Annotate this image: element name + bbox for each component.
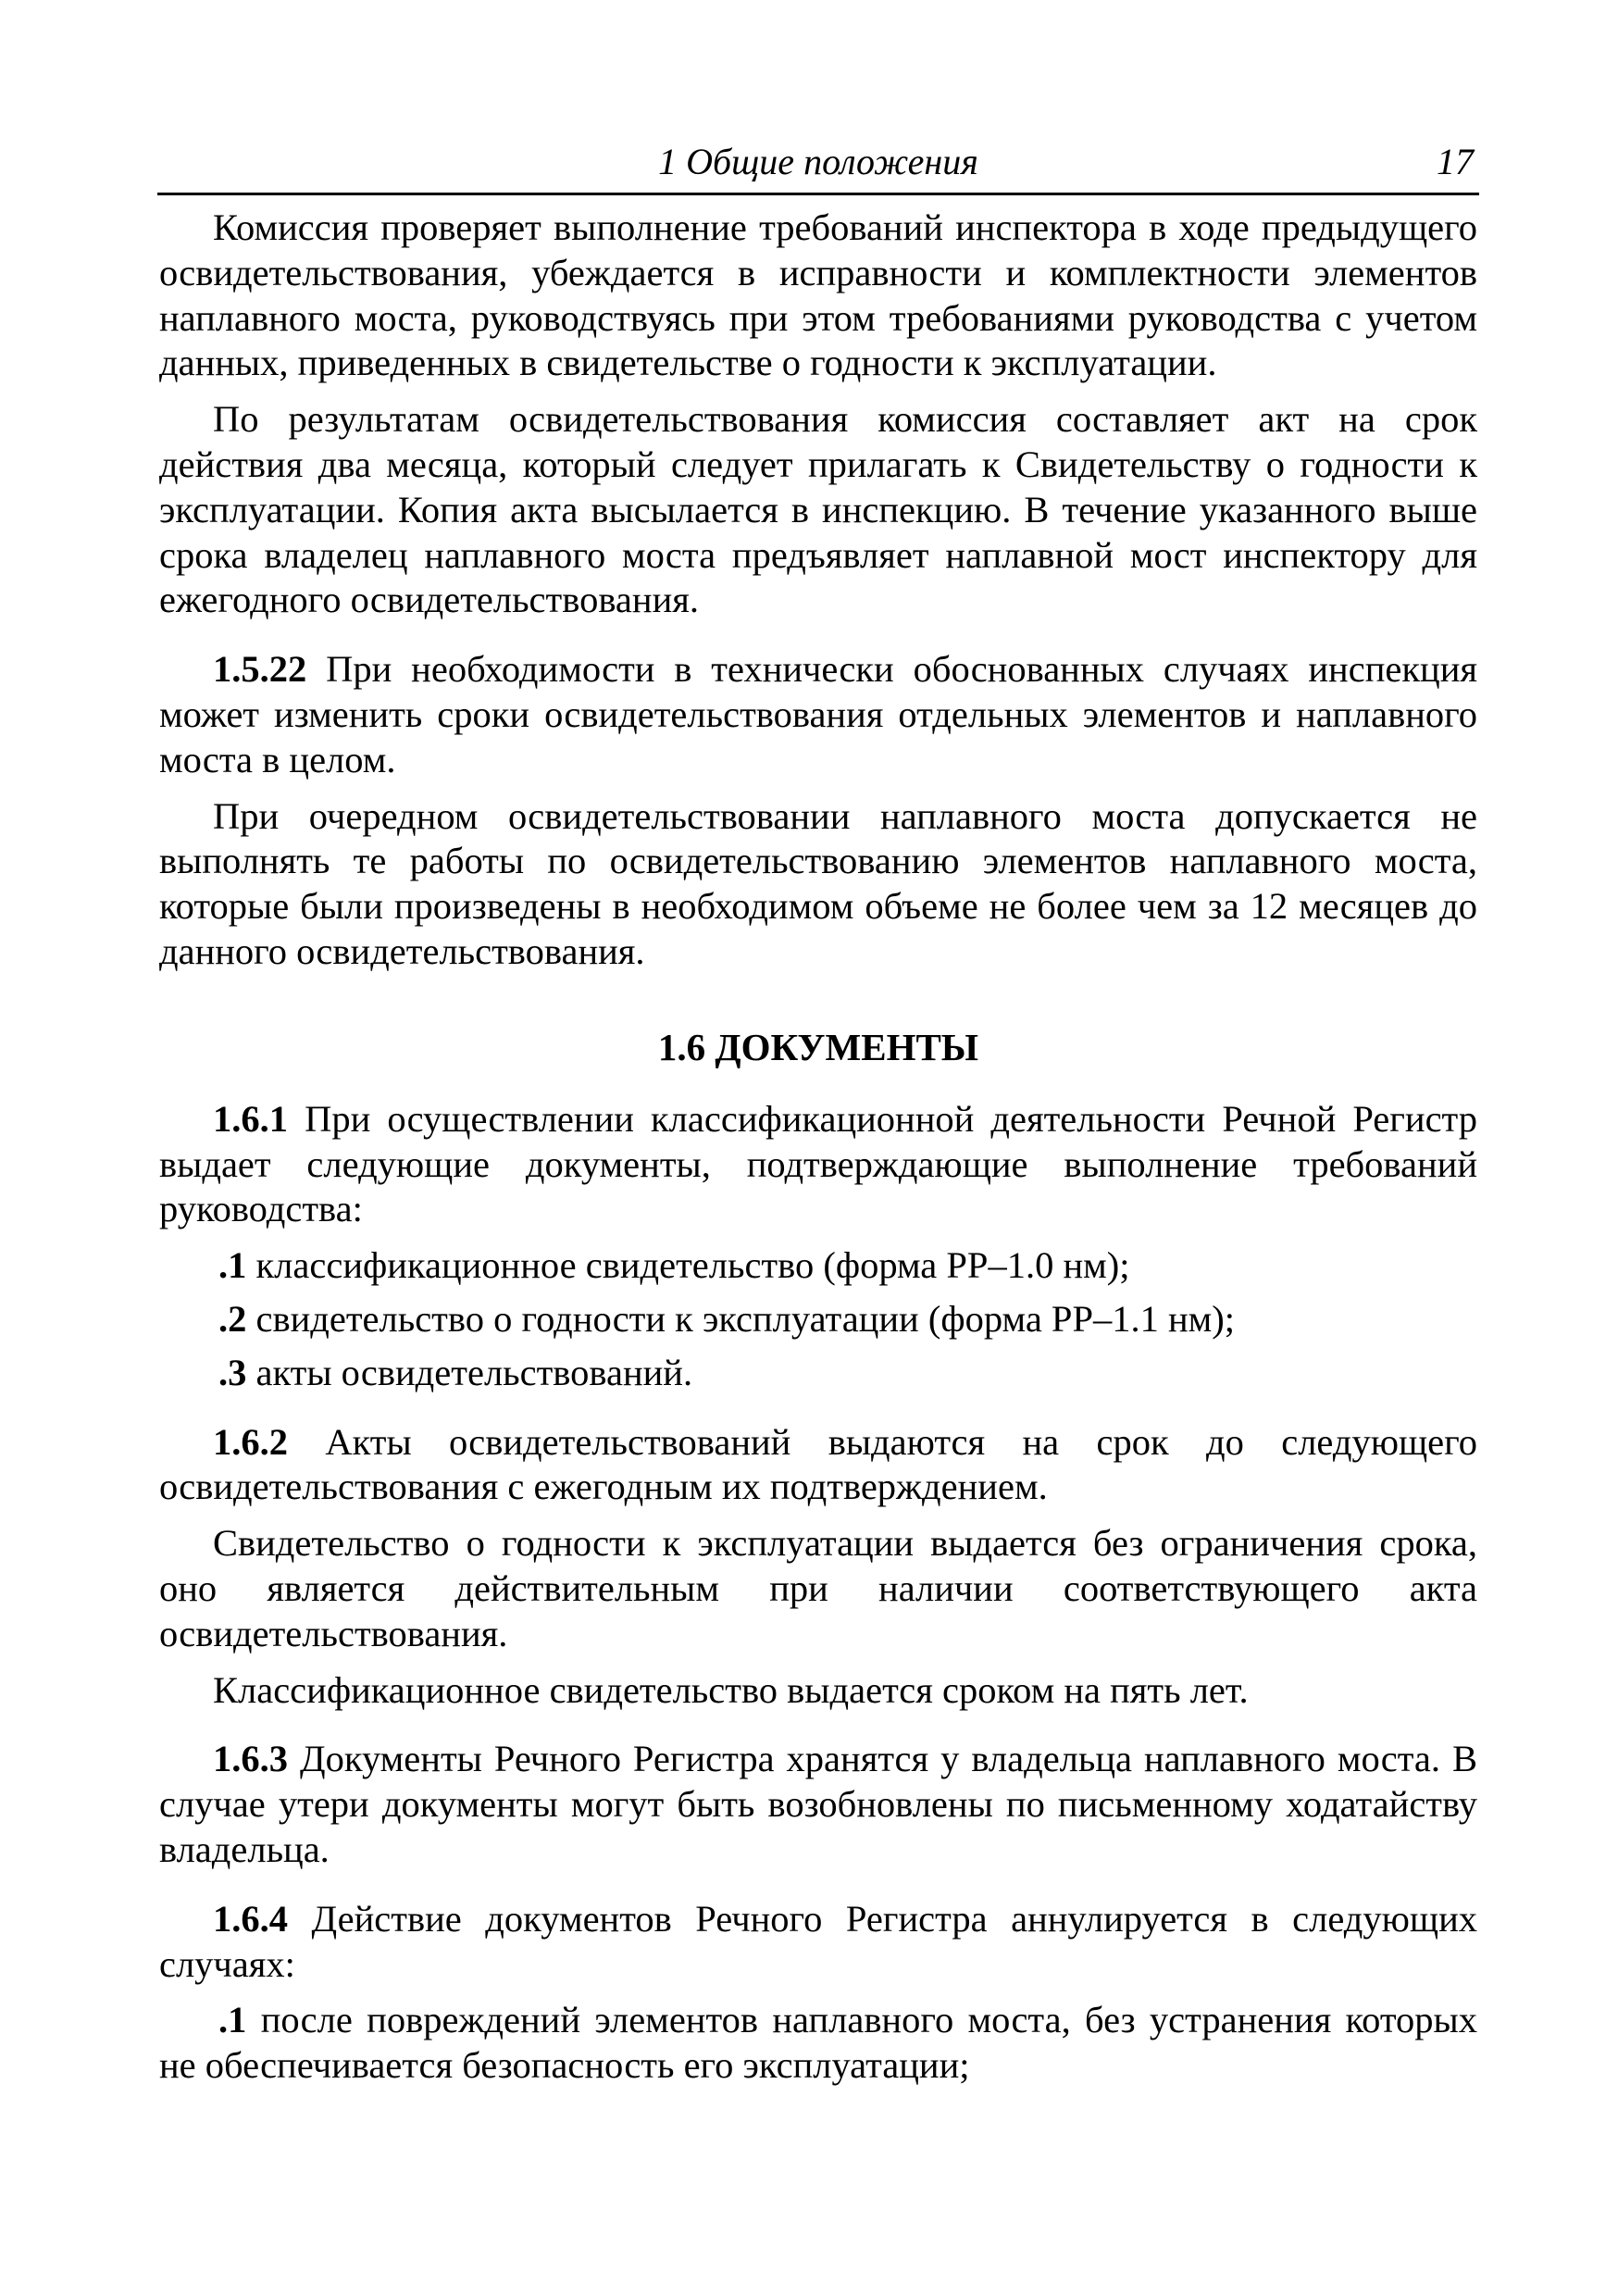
section-heading: 1.6 ДОКУМЕНТЫ [657,1025,979,1068]
page-number: 17 [1437,141,1474,182]
list-item [159,1297,1477,1342]
paragraph-periodic-survey: При очередном освидетельствовании наплавного моста допускается не выполнять те работы по освидетельствованию элементов наплавного моста, которые были произведены в необходимом объеме не более чем за 12 месяцев до данного освидетельствования. [159,794,1477,972]
clause-number: 1.6.1 [213,1097,288,1140]
clause-1-5-22 [159,647,1477,782]
list-item [159,1998,1477,2089]
clause-1-6-3 [159,1737,1477,1872]
clause-1-6-1 [159,1097,1477,1232]
clause-1-6-2 [159,1420,1477,1511]
paragraph-commission-check: Комиссия проверяет выполнение требований инспектора в ходе предыдущего освидетельствования, убеждается в исправности и комплектности элементов наплавного моста, руководствуясь при этом требованиями руководства с учетом данных, приведенных в свидетельстве о годности к эксплуатации. [159,206,1477,384]
list-item [159,1351,1477,1396]
clause-text: Действие документов Речного Регистра аннулируется в следующих случаях: [159,1897,1477,1985]
clause-number: 1.6.2 [213,1420,288,1463]
clause-number: 1.6.4 [213,1897,288,1940]
list-marker: .2 [218,1297,247,1340]
clause-text: Документы Речного Регистра хранятся у владельца наплавного моста. В случае утери документы могут быть возобновлены по письменному ходатайству владельца. [159,1738,1477,1870]
clause-text: При необходимости в технически обоснованных случаях инспекция может изменить сроки освидетельствования отдельных элементов и наплавного моста в целом. [159,648,1478,780]
chapter-title: 1 Общие положения [658,141,978,182]
clause-text: При осуществлении классификационной деятельности Речной Регистр выдает следующие документы, подтверждающие выполнение требований руководства: [159,1097,1477,1230]
list-marker: .3 [218,1351,247,1393]
clause-text: Акты освидетельствований выдаются на срок до следующего освидетельствования с ежегодным их подтверждением. [159,1420,1477,1508]
list-item-text: классификационное свидетельство (форма РР–1.0 нм); [255,1244,1130,1287]
clause-number: 1.5.22 [213,648,307,691]
list-marker: .1 [218,1244,247,1287]
paragraph-class-certificate: Классификационное свидетельство выдается сроком на пять лет. [213,1668,1249,1711]
clause-1-6-4 [159,1897,1477,1988]
list-item-text: свидетельство о годности к эксплуатации (форма РР–1.1 нм); [255,1297,1236,1340]
list-item-text: после повреждений элементов наплавного моста, без устранения которых не обеспечивается безопасность его эксплуатации; [159,1999,1477,2087]
clause-number: 1.6.3 [213,1738,288,1780]
paragraph-fitness-certificate: Свидетельство о годности к эксплуатации выдается без ограничения срока, оно является действительным при наличии соответствующего акта освидетельствования. [159,1522,1477,1654]
list-item [159,1243,1477,1289]
list-item-text: акты освидетельствований. [255,1351,693,1393]
list-marker: .1 [218,1999,247,2041]
running-header [157,137,1479,195]
body-text [159,206,1477,2089]
paragraph-survey-results: По результатам освидетельствования комиссия составляет акт на срок действия два месяца, который следует прилагать к Свидетельству о годности к эксплуатации. Копия акта высылается в инспекцию. В течение указанного выше срока владелец наплавного моста предъявляет наплавной мост инспектору для ежегодного освидетельствования. [159,398,1477,621]
